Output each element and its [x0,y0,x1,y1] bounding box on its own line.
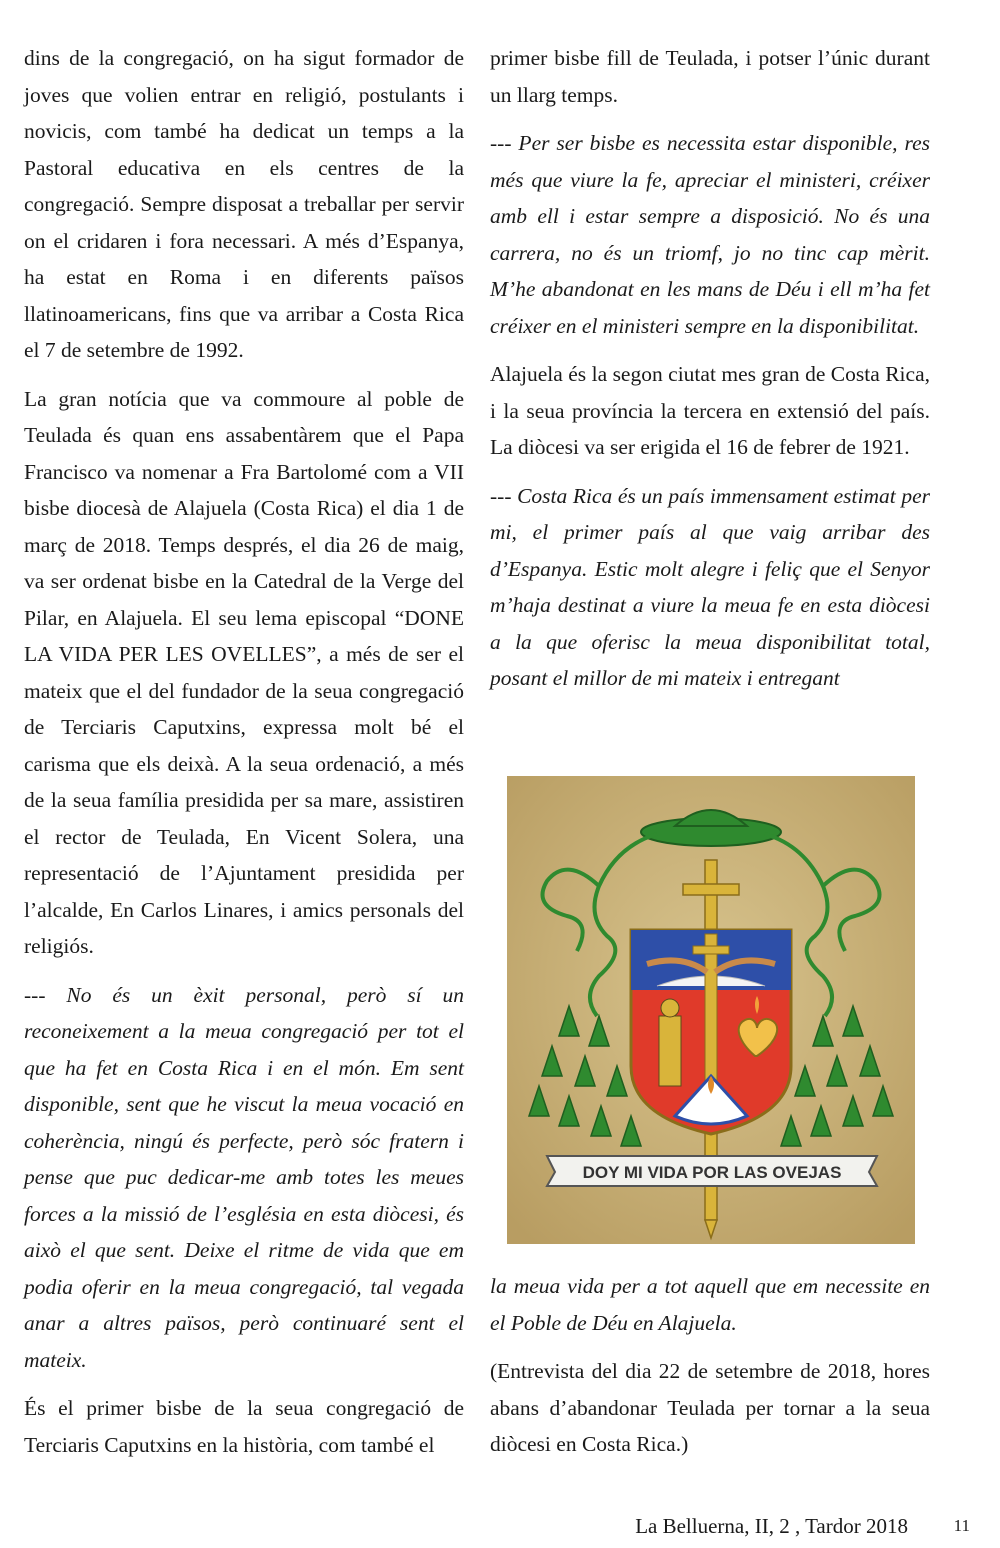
left-column [24,40,464,1475]
quote-paragraph: la meua vida per a tot aquell que em necessite en el Poble de Déu en Alajuela. [490,1274,930,1335]
paragraph: És el primer bisbe de la seua congregació de Terciaris Caputxins en la història, com també el [24,1396,464,1457]
page-number: 11 [953,1516,970,1535]
right-column [490,40,930,709]
quote-paragraph: --- No és un èxit personal, però sí un reconeixement a la meua congregació per tot el que ha fet en Costa Rica i en el món. Em sent disponible, sent que he viscut la meua vocació en coherència, ningú és perfecte, però sóc fratern i pense que puc dedicar-me amb totes les meues forces a la missió de l’església en esta diòcesi, és això el que sent. Deixe el ritme de vida que em podia oferir en la meua congregació, tal vegada anar a altres països, però continuaré sent el mateix. [24,982,464,1372]
motto-text: DOY MI VIDA POR LAS OVEJAS [582,1163,842,1182]
paragraph: dins de la congregació, on ha sigut formador de joves que volien entrar en religió, postulants i novicis, com també ha dedicat un temps a la Pastoral educativa en els centres de la congregació. Sempre disposat a treballar per servir on el cridaren i fora necessari. A més d’Espanya, ha estat en Roma i en diferents països llatinoamericans, fins que va arribar a Costa Rica el 7 de setembre de 1992. [24,46,464,362]
page-footer [0,1514,1000,1544]
publication-info: La Belluerna, II, 2 , Tardor 2018 [635,1514,908,1538]
paragraph: Alajuela és la segon ciutat mes gran de Costa Rica, i la seua província la tercera en extensió del país. La diòcesi va ser erigida el 16 de febrer de 1921. [490,362,930,459]
coat-of-arms-image [507,776,915,1244]
quote-paragraph: --- Per ser bisbe es necessita estar disponible, res més que viure la fe, apreciar el ministeri, créixer amb ell i estar sempre a disposició. No és una carrera, no és un triomf, jo no tinc cap mèrit. M’he abandonat en les mans de Déu i ell m’ha fet créixer en el ministeri sempre en la disponibilitat. [490,131,930,338]
paragraph: La gran notícia que va commoure al poble de Teulada és quan ens assabentàrem que el Papa Francisco va nomenar a Fra Bartolomé com a VII bisbe diocesà de Alajuela (Costa Rica) el dia 1 de març de 2018. Temps després, el dia 26 de maig, va ser ordenat bisbe en la Catedral de la Verge del Pilar, en Alajuela. El seu lema episcopal “DONE LA VIDA PER LES OVELLES”, a més de ser el mateix que el del fundador de la seua congregació de Terciaris Caputxins, expressa molt bé el carisma que els deixà. A la seua ordenació, a més de la seua família presidida per sa mare, assistiren el rector de Teulada, En Vicent Solera, una representació de l’Ajuntament presidida per l’alcalde, En Carlos Linares, i amics personals del religiós. [24,386,464,958]
quote-paragraph: --- Costa Rica és un país immensament estimat per mi, el primer país al que vaig arribar des d’Espanya. Estic molt alegre i feliç que el Senyor m’haja destinat a viure la meua fe en esta diòcesi a la que oferisc la meua disponibilitat total, posant el millor de mi mateix i entregant [490,483,930,690]
saint-figure-icon [659,999,681,1086]
motto-scroll [547,1156,877,1186]
paragraph: (Entrevista del dia 22 de setembre de 2018, hores abans d’abandonar Teulada per tornar a la seua diòcesi en Costa Rica.) [490,1359,930,1456]
paragraph: primer bisbe fill de Teulada, i potser l’únic durant un llarg temps. [490,46,930,107]
right-column-bottom [490,1268,930,1475]
